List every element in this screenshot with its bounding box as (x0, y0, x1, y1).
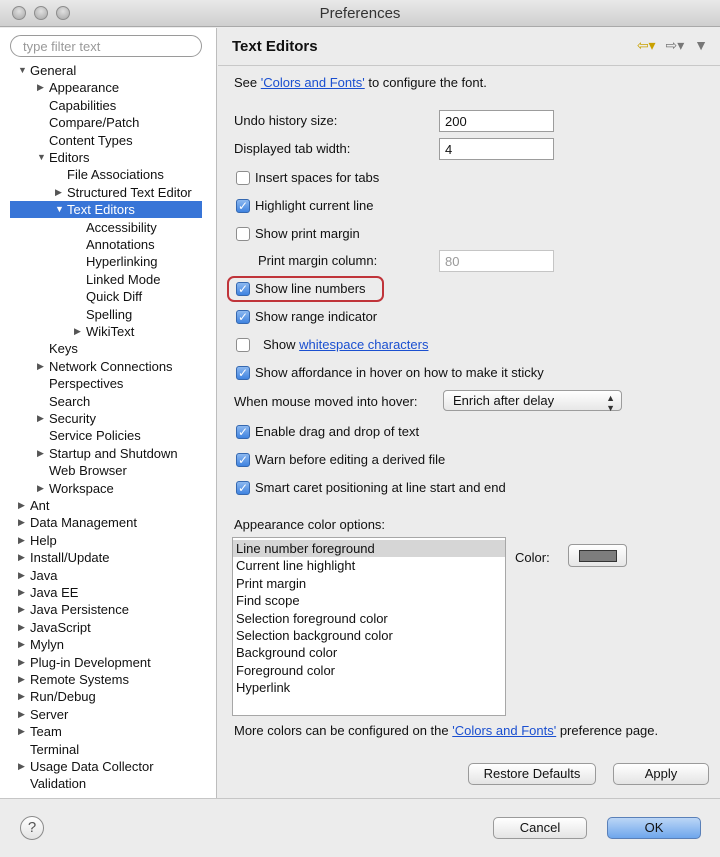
print-margin-column-label: Print margin column: (258, 253, 378, 268)
tree-item-java-ee[interactable] (18, 584, 79, 601)
tree-item-label: Annotations (86, 237, 155, 252)
tree-item-label: Workspace (49, 481, 114, 496)
tree-item-label: Usage Data Collector (30, 759, 154, 774)
whitespace-label: Show whitespace characters (263, 337, 429, 352)
tree-item-label: Java EE (30, 585, 79, 600)
tree-item-quick-diff[interactable] (86, 288, 142, 305)
tree-item-wikitext[interactable] (74, 323, 135, 340)
tree-item-label: Spelling (86, 307, 133, 322)
collapsed-triangle-icon[interactable]: ▶ (18, 500, 25, 510)
print-margin-label: Show print margin (255, 226, 360, 241)
tree-item-usage-data-collector[interactable] (18, 758, 154, 775)
hover-mode-select[interactable]: Enrich after delay ▲ ▼ (443, 390, 622, 411)
tree-item-perspectives[interactable] (49, 375, 123, 392)
history-navigation (631, 37, 708, 54)
tree-item-editors[interactable] (37, 149, 90, 166)
collapsed-triangle-icon[interactable]: ▶ (37, 361, 44, 371)
expanded-triangle-icon[interactable]: ▼ (18, 65, 27, 75)
color-option-item[interactable]: Line number foreground (233, 540, 505, 557)
tree-item-keys[interactable] (49, 340, 78, 357)
apply-button[interactable]: Apply (613, 763, 709, 785)
collapsed-triangle-icon[interactable]: ▶ (18, 709, 25, 719)
tree-item-label: Search (49, 394, 91, 409)
color-swatch (579, 550, 617, 562)
collapsed-triangle-icon[interactable]: ▶ (18, 726, 25, 736)
affordance-checkbox[interactable]: ✓ (237, 366, 249, 380)
restore-defaults-button[interactable]: Restore Defaults (468, 763, 596, 785)
back-arrow-icon[interactable]: ⇦▾ (636, 37, 656, 53)
collapsed-triangle-icon[interactable]: ▶ (18, 674, 25, 684)
tree-item-hyperlinking[interactable] (86, 253, 158, 270)
tree-item-validation[interactable] (30, 775, 86, 792)
tree-item-label: Server (30, 707, 69, 722)
updown-chevron-icon: ▲ ▼ (606, 393, 615, 413)
whitespace-checkbox[interactable] (236, 338, 250, 352)
collapsed-triangle-icon[interactable]: ▶ (37, 448, 44, 458)
tree-item-network-connections[interactable] (37, 358, 173, 375)
tree-item-label: Network Connections (49, 359, 173, 374)
tree-item-label: Text Editors (67, 202, 135, 217)
tree-item-label: WikiText (86, 324, 135, 339)
collapsed-triangle-icon[interactable]: ▶ (37, 483, 44, 493)
tree-item-label: Structured Text Editor (67, 185, 192, 200)
colors-fonts-link[interactable]: 'Colors and Fonts' (260, 75, 365, 90)
tree-item-web-browser[interactable] (49, 462, 127, 479)
tree-item-label: Perspectives (49, 376, 124, 391)
expanded-triangle-icon[interactable]: ▼ (55, 204, 64, 214)
tree-item-label: Java Persistence (30, 602, 129, 617)
tree-item-content-types[interactable] (49, 132, 133, 149)
range-indicator-label: Show range indicator (255, 309, 378, 324)
tree-item-label: Security (49, 411, 96, 426)
collapsed-triangle-icon[interactable]: ▶ (18, 587, 25, 597)
tree-item-label: Capabilities (49, 98, 117, 113)
appearance-options-label: Appearance color options: (234, 517, 386, 532)
collapsed-triangle-icon[interactable]: ▶ (18, 570, 25, 580)
tree-item-appearance[interactable] (37, 79, 120, 96)
tree-item-security[interactable] (37, 410, 96, 427)
tree-item-search[interactable] (49, 393, 90, 410)
range-indicator-checkbox[interactable]: ✓ (237, 310, 249, 324)
tree-item-label: Mylyn (30, 637, 64, 652)
smart-caret-label: Smart caret positioning at line start and end (255, 480, 506, 495)
tree-item-linked-mode[interactable] (86, 271, 160, 288)
smart-caret-checkbox[interactable]: ✓ (237, 481, 249, 495)
cancel-button[interactable]: Cancel (493, 817, 587, 839)
tree-item-plug-in-development[interactable] (18, 654, 151, 671)
tab-width-input[interactable]: 4 (439, 138, 554, 160)
tree-item-label: Terminal (30, 742, 80, 757)
tree-item-label: Editors (49, 150, 90, 165)
page-header (218, 28, 720, 66)
color-label: Color: (515, 550, 550, 565)
tree-item-label: Install/Update (30, 550, 110, 565)
tree-item-service-policies[interactable] (49, 427, 141, 444)
tree-item-general[interactable] (18, 62, 77, 79)
collapsed-triangle-icon[interactable]: ▶ (74, 326, 81, 336)
font-config-hint: See 'Colors and Fonts' to configure the font. (234, 75, 487, 90)
collapsed-triangle-icon[interactable]: ▶ (18, 604, 25, 614)
ok-button[interactable]: OK (607, 817, 701, 839)
tree-item-label: Accessibility (86, 220, 157, 235)
tree-item-label: Keys (49, 341, 78, 356)
tree-item-label: Linked Mode (86, 272, 161, 287)
line-numbers-checkbox[interactable]: ✓ (237, 282, 249, 296)
color-option-item[interactable]: Background color (236, 645, 338, 661)
collapsed-triangle-icon[interactable]: ▶ (18, 535, 25, 545)
tree-item-label: Content Types (49, 133, 133, 148)
warn-derived-label: Warn before editing a derived file (255, 452, 446, 467)
tree-item-text-editors[interactable] (55, 201, 135, 218)
tree-item-accessibility[interactable] (86, 219, 157, 236)
tree-item-team[interactable] (18, 723, 62, 740)
collapsed-triangle-icon[interactable]: ▶ (18, 639, 25, 649)
tree-item-annotations[interactable] (86, 236, 155, 253)
preference-tree-panel (0, 28, 217, 798)
expanded-triangle-icon[interactable]: ▼ (37, 152, 46, 162)
color-options-list[interactable] (232, 537, 506, 716)
view-menu-icon[interactable]: ▼ (694, 37, 708, 53)
collapsed-triangle-icon[interactable]: ▶ (18, 657, 25, 667)
more-colors-fonts-link[interactable]: 'Colors and Fonts' (452, 723, 557, 738)
color-option-item[interactable]: Hyperlink (236, 680, 291, 696)
tree-item-label: Java (30, 568, 58, 583)
color-option-item[interactable]: Selection background color (236, 628, 393, 643)
tree-item-label: Web Browser (49, 463, 127, 478)
preference-page (218, 28, 720, 798)
tree-item-ant[interactable] (18, 497, 50, 514)
tree-item-label: Data Management (30, 515, 137, 530)
drag-drop-checkbox[interactable]: ✓ (237, 425, 249, 439)
tree-item-label: Ant (30, 498, 50, 513)
tree-item-data-management[interactable] (18, 514, 137, 531)
tree-item-compare-patch[interactable] (49, 114, 139, 131)
tree-item-label: Appearance (49, 80, 120, 95)
tree-item-workspace[interactable] (37, 480, 114, 497)
undo-history-input[interactable]: 200 (439, 110, 554, 132)
line-numbers-label: Show line numbers (255, 281, 366, 296)
page-title: Text Editors (232, 38, 318, 55)
color-option-item[interactable]: Print margin (236, 575, 307, 591)
warn-derived-checkbox[interactable]: ✓ (237, 453, 249, 467)
print-margin-column-input[interactable]: 80 (439, 250, 554, 272)
tree-item-label: Compare/Patch (49, 115, 140, 130)
tree-item-java-persistence[interactable] (18, 601, 129, 618)
color-option-item[interactable]: Current line highlight (236, 558, 356, 574)
insert-spaces-label: Insert spaces for tabs (255, 170, 380, 185)
filter-input[interactable]: type filter text (10, 35, 202, 57)
tree-item-help[interactable] (18, 532, 57, 549)
tree-item-remote-systems[interactable] (18, 671, 129, 688)
tree-item-terminal[interactable] (30, 741, 79, 758)
forward-arrow-icon[interactable]: ⇨▾ (665, 37, 685, 53)
tree-item-run-debug[interactable] (18, 688, 96, 705)
tab-width-label: Displayed tab width: (234, 141, 351, 156)
hover-mode-label: When mouse moved into hover: (234, 394, 418, 409)
tree-item-capabilities[interactable] (49, 97, 116, 114)
collapsed-triangle-icon[interactable]: ▶ (37, 413, 44, 423)
tree-item-java[interactable] (18, 567, 58, 584)
tree-item-label: Run/Debug (30, 689, 96, 704)
tree-item-label: Help (30, 533, 57, 548)
title-bar (0, 0, 720, 27)
collapsed-triangle-icon[interactable]: ▶ (18, 517, 25, 527)
tree-item-install-update[interactable] (18, 549, 110, 566)
collapsed-triangle-icon[interactable]: ▶ (55, 187, 62, 197)
tree-item-label: Startup and Shutdown (49, 446, 178, 461)
tree-item-label: Quick Diff (86, 289, 143, 304)
help-icon[interactable]: ? (20, 816, 44, 840)
tree-item-label: Hyperlinking (86, 254, 158, 269)
color-option-item[interactable]: Selection foreground color (236, 610, 388, 626)
collapsed-triangle-icon[interactable]: ▶ (37, 82, 44, 92)
tree-item-label: Plug-in Development (30, 655, 151, 670)
tree-item-label: General (30, 63, 77, 78)
color-picker-button[interactable] (568, 544, 627, 567)
tree-item-label: JavaScript (30, 620, 91, 635)
tree-item-label: Service Policies (49, 428, 141, 443)
collapsed-triangle-icon[interactable]: ▶ (18, 691, 25, 701)
more-colors-hint: More colors can be configured on the 'Colors and Fonts' preference page. (234, 723, 659, 738)
insert-spaces-checkbox[interactable] (236, 171, 250, 185)
tree-item-server[interactable] (18, 706, 69, 723)
color-option-item[interactable]: Find scope (236, 593, 300, 609)
tree-item-label: File Associations (67, 167, 164, 182)
drag-drop-label: Enable drag and drop of text (255, 424, 420, 439)
tree-item-label: Team (30, 724, 62, 739)
collapsed-triangle-icon[interactable]: ▶ (18, 552, 25, 562)
dialog-button-bar (0, 798, 720, 857)
tree-item-structured-text-editor[interactable] (55, 184, 192, 201)
affordance-label: Show affordance in hover on how to make it sticky (255, 365, 544, 380)
tree-item-label: Validation (30, 776, 87, 791)
highlight-line-checkbox[interactable]: ✓ (237, 199, 249, 213)
collapsed-triangle-icon[interactable]: ▶ (18, 761, 25, 771)
color-option-item[interactable]: Foreground color (236, 662, 335, 678)
tree-item-file-associations[interactable] (67, 166, 164, 183)
print-margin-checkbox[interactable] (236, 227, 250, 241)
tree-item-startup-and-shutdown[interactable] (37, 445, 178, 462)
tree-item-mylyn[interactable] (18, 636, 64, 653)
highlight-line-label: Highlight current line (255, 198, 374, 213)
tree-item-label: Remote Systems (30, 672, 129, 687)
whitespace-characters-link[interactable]: whitespace characters (299, 337, 429, 352)
undo-history-label: Undo history size: (234, 113, 338, 128)
window-title: Preferences (319, 5, 401, 22)
collapsed-triangle-icon[interactable]: ▶ (18, 622, 25, 632)
tree-item-spelling[interactable] (86, 306, 132, 323)
tree-item-javascript[interactable] (18, 619, 91, 636)
